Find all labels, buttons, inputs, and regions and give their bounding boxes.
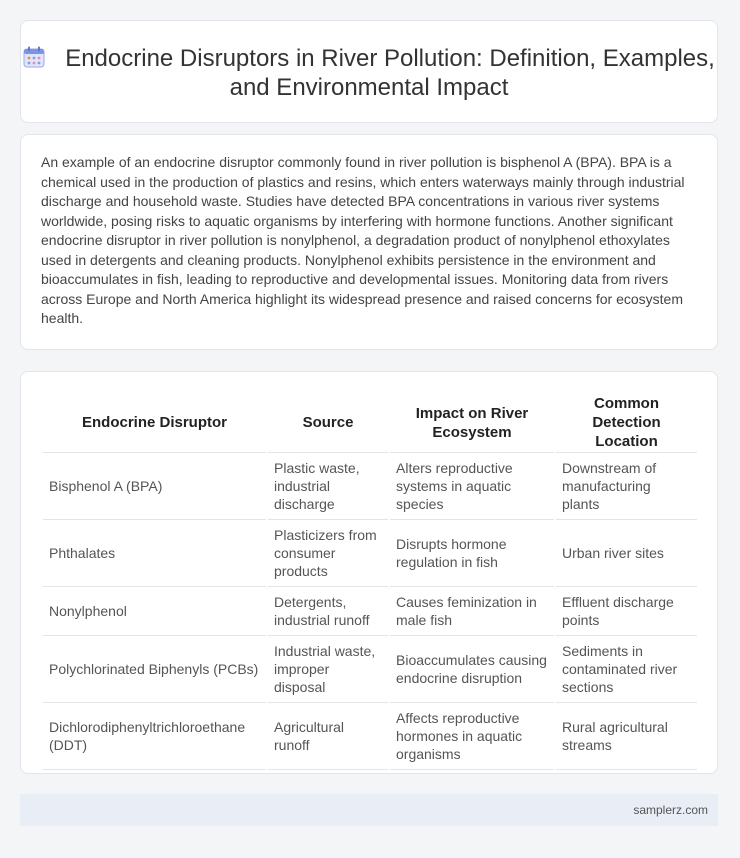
intro-card xyxy=(20,134,718,350)
page-title-text: Endocrine Disruptors in River Pollution: Definition, Examples, and Environmental Impact xyxy=(65,45,715,101)
table-cell: Agricultural runoff xyxy=(267,703,389,770)
table-cell: Plasticizers from consumer products xyxy=(267,520,389,587)
intro-paragraph: An example of an endocrine disruptor commonly found in river pollution is bisphenol A (BPA). BPA is a chemical used in the production of plastics and resins, which enters waterways mainly through industrial discharge and household waste. Studies have detected BPA concentrations in various river systems worldwide, posing risks to aquatic organisms by interfering with hormone functions. Another significant endocrine disruptor in river pollution is nonylphenol, a degradation product of nonylphenol ethoxylates used in detergents and cleaning products. Nonylphenol exhibits persistence in the environment and bioaccumulates in fish, leading to reproductive and developmental issues. Monitoring data from rivers across Europe and North America highlight its widespread presence and raised concerns for ecosystem health. xyxy=(41,154,685,326)
table-cell: Bisphenol A (BPA) xyxy=(43,453,267,520)
table-cell: Alters reproductive systems in aquatic species xyxy=(389,453,555,520)
table-header-row xyxy=(43,393,697,453)
table-cell: Downstream of manufacturing plants xyxy=(555,453,697,520)
table-cell: Phthalates xyxy=(43,520,267,587)
table-cell: Causes feminization in male fish xyxy=(389,587,555,636)
table-row xyxy=(43,520,697,587)
table-cell: Affects reproductive hormones in aquatic organisms xyxy=(389,703,555,770)
disruptor-table xyxy=(43,393,697,770)
table-cell: Detergents, industrial runoff xyxy=(267,587,389,636)
table-cell: Rural agricultural streams xyxy=(555,703,697,770)
table-row xyxy=(43,587,697,636)
table-cell: Nonylphenol xyxy=(43,587,267,636)
page-title xyxy=(21,44,717,102)
table-cell: Industrial waste, improper disposal xyxy=(267,636,389,703)
table-cell: Sediments in contaminated river sections xyxy=(555,636,697,703)
table-cell: Disrupts hormone regulation in fish xyxy=(389,520,555,587)
table-cell: Polychlorinated Biphenyls (PCBs) xyxy=(43,636,267,703)
table-row xyxy=(43,453,697,520)
table-row xyxy=(43,636,697,703)
footer-brand: samplerz.com xyxy=(633,803,708,817)
title-card xyxy=(20,20,718,123)
title-wrap xyxy=(21,44,717,102)
table-row xyxy=(43,703,697,770)
table-card xyxy=(20,371,718,774)
table-cell: Dichlorodiphenyltrichloroethane (DDT) xyxy=(43,703,267,770)
table-cell: Bioaccumulates causing endocrine disruption xyxy=(389,636,555,703)
column-header: Common Detection Location xyxy=(555,393,697,453)
table-cell: Effluent discharge points xyxy=(555,587,697,636)
table-cell: Urban river sites xyxy=(555,520,697,587)
table-cell: Plastic waste, industrial discharge xyxy=(267,453,389,520)
column-header: Impact on River Ecosystem xyxy=(389,393,555,453)
column-header: Source xyxy=(267,393,389,453)
footer-bar xyxy=(20,794,718,826)
column-header: Endocrine Disruptor xyxy=(43,393,267,453)
calendar-icon xyxy=(23,46,45,68)
